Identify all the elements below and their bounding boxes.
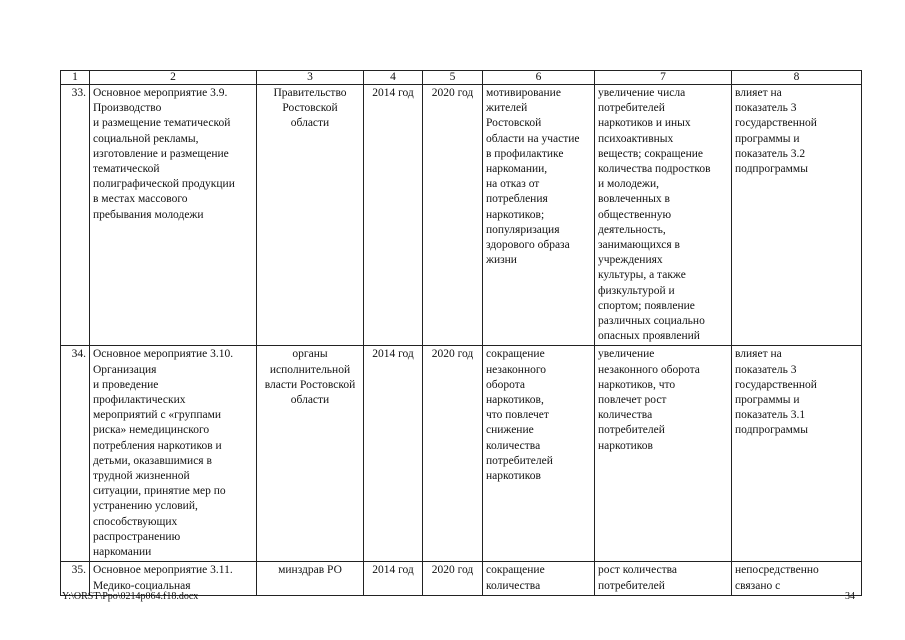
cell-text-line: Основное мероприятие 3.11. xyxy=(93,564,233,577)
cell-text-line: программы и xyxy=(735,394,800,407)
indicator-link-cell xyxy=(732,562,862,595)
cell-text-line: тематической xyxy=(93,163,160,176)
end-year-cell: 2020 год xyxy=(423,562,483,595)
cell-text-line: сокращение xyxy=(486,348,545,361)
header-cell: 8 xyxy=(732,71,862,85)
cell-text-line: мотивирование xyxy=(486,87,561,99)
header-cell: 4 xyxy=(364,71,423,85)
cell-text-line: органы xyxy=(292,348,328,361)
cell-text-line: потребителей xyxy=(598,424,665,437)
cell-text-line: пребывания молодежи xyxy=(93,208,204,221)
cell-text-line: незаконного оборота xyxy=(598,363,700,376)
cell-text-line: изготовление и размещение xyxy=(93,147,229,160)
cell-text-line: учреждениях xyxy=(598,254,663,267)
cell-text-line: социальной рекламы, xyxy=(93,132,199,145)
cell-text-line: деятельность, xyxy=(598,223,666,236)
cell-text-line: увеличение числа xyxy=(598,87,686,99)
cell-text-line: на отказ от xyxy=(486,178,540,191)
cell-text-line: государственной xyxy=(735,117,817,130)
cell-text-line: опасных проявлений xyxy=(598,330,700,343)
cell-text-line: Организация xyxy=(93,363,157,376)
cell-text-line: количества подростков xyxy=(598,163,711,176)
cell-text-line: оборота xyxy=(486,378,525,391)
cell-text-line: подпрограммы xyxy=(735,424,808,437)
cell-text-line: увеличение xyxy=(598,348,655,361)
expected-result-cell xyxy=(483,562,595,595)
cell-text-line: спортом; появление xyxy=(598,299,695,312)
cell-text-line: здорового образа xyxy=(486,239,570,252)
cell-text-line: показатель 3 xyxy=(735,102,797,115)
table-row xyxy=(61,346,862,562)
header-cell: 2 xyxy=(90,71,257,85)
executor-cell xyxy=(257,85,364,346)
cell-text-line: детьми, оказавшимися в xyxy=(93,454,212,467)
cell-text-line: и молодежи, xyxy=(598,178,659,191)
header-cell: 1 xyxy=(61,71,90,85)
row-number-cell: 34. xyxy=(61,346,90,562)
cell-text-line: показатель 3.1 xyxy=(735,409,806,422)
expected-result-cell xyxy=(483,346,595,562)
cell-text-line: в профилактике xyxy=(486,147,564,160)
cell-text-line: непосредственно xyxy=(735,564,819,577)
cell-text-line: профилактических xyxy=(93,394,186,407)
end-year-cell: 2020 год xyxy=(423,346,483,562)
cell-text-line: Правительство xyxy=(273,87,347,99)
document-table-viewport xyxy=(60,70,861,592)
cell-text-line: ситуации, принятие мер по xyxy=(93,485,226,498)
cell-text-line: жизни xyxy=(486,254,517,267)
start-year-cell: 2014 год xyxy=(364,346,423,562)
header-cell: 7 xyxy=(595,71,732,85)
cell-text-line: показатель 3.2 xyxy=(735,147,806,160)
cell-text-line: исполнительной xyxy=(269,363,351,376)
header-cell: 6 xyxy=(483,71,595,85)
cell-text-line: подпрограммы xyxy=(735,163,808,176)
cell-text-line: физкультурой и xyxy=(598,284,675,297)
activities-table xyxy=(60,70,862,596)
cell-text-line: рост количества xyxy=(598,564,677,577)
cell-text-line: и размещение тематической xyxy=(93,117,231,130)
cell-text-line: способствующих xyxy=(93,515,178,528)
cell-text-line: распространению xyxy=(93,530,181,543)
cell-text-line: наркотиков; xyxy=(486,208,545,221)
header-cell: 5 xyxy=(423,71,483,85)
executor-cell xyxy=(257,346,364,562)
cell-text-line: различных социально xyxy=(598,315,705,328)
cell-text-line: повлечет рост xyxy=(598,394,667,407)
start-year-cell: 2014 год xyxy=(364,85,423,346)
footer-page-number: 34 xyxy=(845,591,855,602)
cell-text-line: наркотиков, xyxy=(486,394,544,407)
cell-text-line: власти Ростовской xyxy=(264,378,356,391)
table-body xyxy=(61,85,862,596)
header-cell: 3 xyxy=(257,71,364,85)
cell-text-line: потребления xyxy=(486,193,548,206)
cell-text-line: сокращение xyxy=(486,564,545,577)
cell-text-line: программы и xyxy=(735,132,800,145)
cell-text-line: количества xyxy=(486,439,541,452)
cell-text-line: снижение xyxy=(486,424,534,437)
indicator-link-cell xyxy=(732,85,862,346)
start-year-cell: 2014 год xyxy=(364,562,423,595)
executor-cell xyxy=(257,562,364,595)
row-number-cell: 35. xyxy=(61,562,90,595)
activity-name-cell xyxy=(90,346,257,562)
cell-text-line: что повлечет xyxy=(486,409,549,422)
cell-text-line: наркомании xyxy=(93,546,152,559)
cell-text-line: психоактивных xyxy=(598,132,674,145)
cell-text-line: потребителей xyxy=(598,579,665,592)
cell-text-line: наркотиков xyxy=(486,470,541,483)
cell-text-line: Основное мероприятие 3.10. xyxy=(93,348,234,361)
cell-text-line: наркотиков, что xyxy=(598,378,676,391)
cell-text-line: потребителей xyxy=(598,102,665,115)
cell-text-line: риска» немедицинского xyxy=(93,424,210,437)
cell-text-line: мероприятий с «группами xyxy=(93,409,222,422)
cell-text-line: веществ; сокращение xyxy=(598,147,704,160)
cell-text-line: наркотиков xyxy=(598,439,653,452)
cell-text-line: Производство xyxy=(93,102,162,115)
cell-text-line: показатель 3 xyxy=(735,363,797,376)
cell-text-line: области на участие xyxy=(486,132,580,145)
indicator-link-cell xyxy=(732,346,862,562)
cell-text-line: Ростовской xyxy=(282,102,338,115)
cell-text-line: общественную xyxy=(598,208,672,221)
consequences-cell xyxy=(595,562,732,595)
cell-text-line: Медико-социальная xyxy=(93,579,191,592)
cell-text-line: минздрав РО xyxy=(278,564,342,577)
header-row xyxy=(61,71,862,85)
cell-text-line: количества xyxy=(486,579,541,592)
cell-text-line: популяризация xyxy=(486,223,560,236)
cell-text-line: связано с xyxy=(735,579,781,592)
table-row xyxy=(61,85,862,346)
cell-text-line: вовлеченных в xyxy=(598,193,670,206)
consequences-cell xyxy=(595,346,732,562)
cell-text-line: и проведение xyxy=(93,378,159,391)
consequences-cell xyxy=(595,85,732,346)
cell-text-line: полиграфической продукции xyxy=(93,178,235,191)
cell-text-line: культуры, а также xyxy=(598,269,686,282)
cell-text-line: наркомании, xyxy=(486,163,548,176)
cell-text-line: устранению условий, xyxy=(93,500,198,513)
cell-text-line: потребителей xyxy=(486,454,553,467)
cell-text-line: жителей xyxy=(486,102,528,115)
cell-text-line: влияет на xyxy=(735,348,782,361)
cell-text-line: Основное мероприятие 3.9. xyxy=(93,87,228,99)
cell-text-line: занимающихся в xyxy=(598,239,680,252)
expected-result-cell xyxy=(483,85,595,346)
cell-text-line: трудной жизненной xyxy=(93,470,190,483)
activity-name-cell xyxy=(90,85,257,346)
row-number-cell: 33. xyxy=(61,85,90,346)
cell-text-line: незаконного xyxy=(486,363,547,376)
cell-text-line: Ростовской xyxy=(486,117,542,130)
footer-file-path: Y:\ORST\Ppo\0214p064.f18.docx xyxy=(62,591,199,602)
cell-text-line: области xyxy=(290,394,330,407)
cell-text-line: влияет на xyxy=(735,87,782,99)
end-year-cell: 2020 год xyxy=(423,85,483,346)
cell-text-line: в местах массового xyxy=(93,193,188,206)
cell-text-line: государственной xyxy=(735,378,817,391)
cell-text-line: количества xyxy=(598,409,653,422)
cell-text-line: потребления наркотиков и xyxy=(93,439,222,452)
cell-text-line: области xyxy=(290,117,330,130)
cell-text-line: наркотиков и иных xyxy=(598,117,691,130)
